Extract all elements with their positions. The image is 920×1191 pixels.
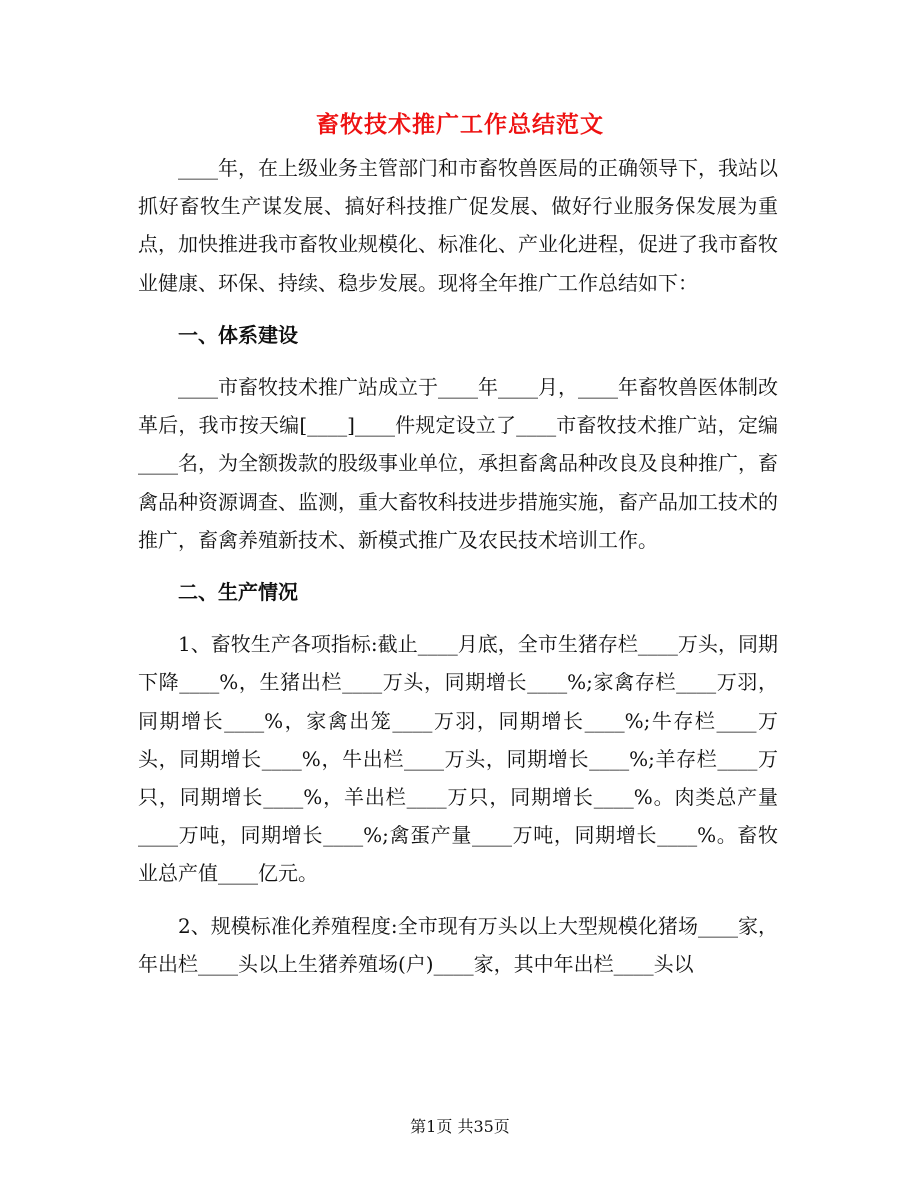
document-title: 畜牧技术推广工作总结范文 (316, 111, 604, 138)
section-heading-production: 二、生产情况 (178, 580, 298, 605)
page-number: 第1页 共35页 (410, 1117, 510, 1136)
intro-paragraph: ____年，在上级业务主管部门和市畜牧兽医局的正确领导下，我站以抓好畜牧生产谋发展、搞好科技推广促发展、做好行业服务保发展为重点，加快推进我市畜牧业规模化、标准化、产业化进程，促进了我市畜牧业健康、环保、持续、稳步发展。现将全年推广工作总结如下： (138, 156, 778, 295)
section-heading-system: 一、体系建设 (178, 322, 298, 347)
production-item-1: 1、畜牧生产各项指标:截止____月底，全市生猪存栏____万头，同期下降____%，生猪出栏____万头，同期增长____%;家禽存栏____万羽，同期增长____%，家禽出笼____万羽，同期增长____%;牛存栏____万头，同期增长____%，牛出栏____万头，同期增长____%;羊存栏____万只，同期增长____%，羊出栏____万只，同期增长____%。肉类总产量____万吨，同期增长____%;禽蛋产量____万吨，同期增长____%。畜牧业总产值____亿元。 (138, 632, 778, 886)
section-paragraph-system: ____市畜牧技术推广站成立于____年____月，____年畜牧兽医体制改革后，我市按天编[____]____件规定设立了____市畜牧技术推广站，定编____名，为全额拨款的股级事业单位，承担畜禽品种改良及良种推广，畜禽品种资源调查、监测，重大畜牧科技进步措施实施，畜产品加工技术的推广，畜禽养殖新技术、新模式推广及农民技术培训工作。 (138, 375, 778, 552)
document-body (138, 149, 778, 983)
production-item-2: 2、规模标准化养殖程度:全市现有万头以上大型规模化猪场____家，年出栏____头以上生猪养殖场(户)____家，其中年出栏____头以 (138, 913, 778, 976)
